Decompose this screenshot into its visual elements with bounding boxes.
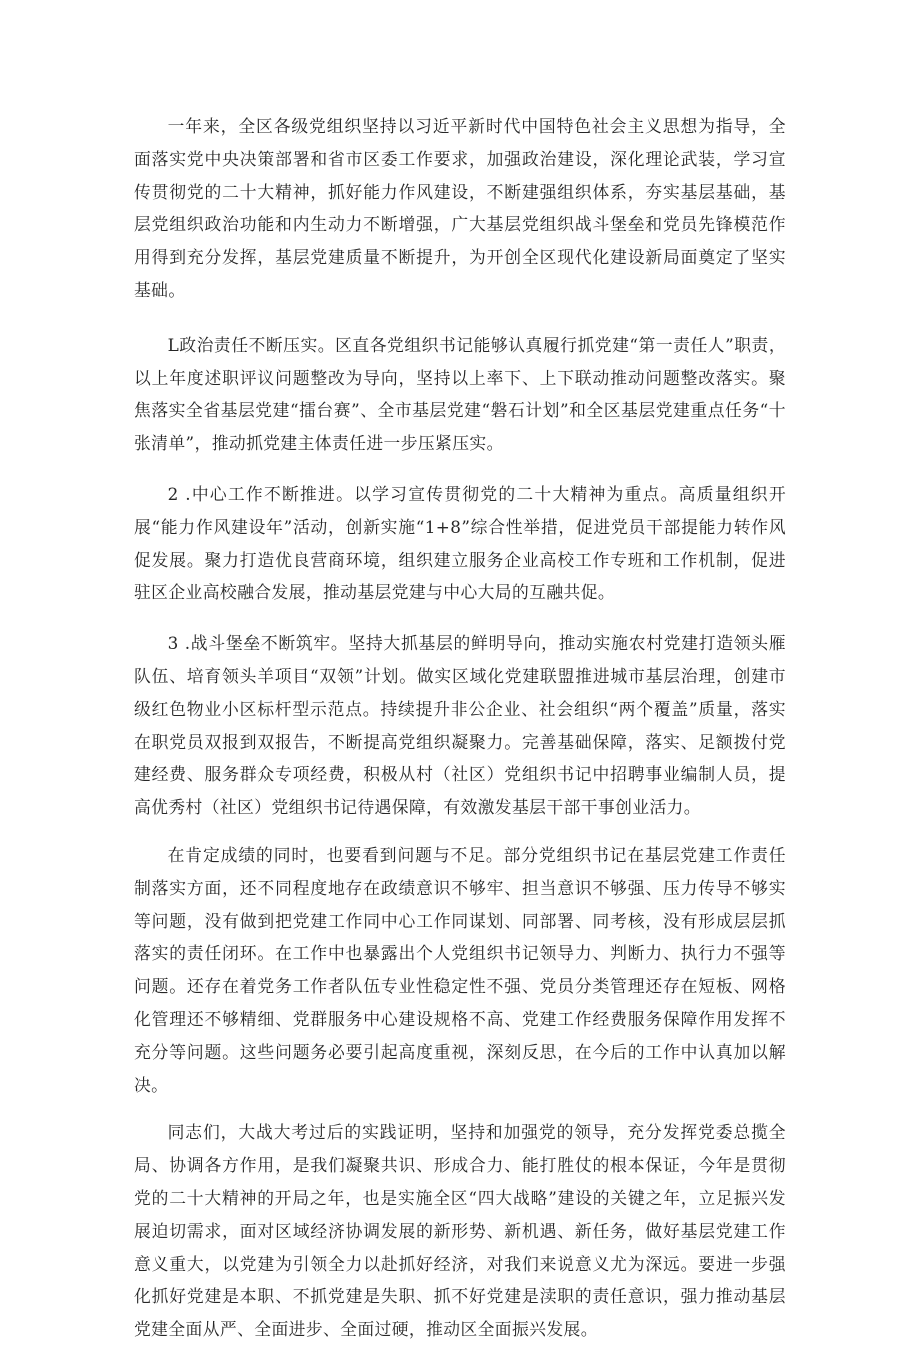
document-page bbox=[134, 110, 786, 1360]
paragraph-problems: 在肯定成绩的同时，也要看到问题与不足。部分党组织书记在基层党建工作责任制落实方面，还不同程度地存在政绩意识不够牢、担当意识不够强、压力传导不够实等问题，没有做到把党建工作同中心工作同谋划、同部署、同考核，没有形成层层抓落实的责任闭环。在工作中也暴露出个人党组织书记领导力、判断力、执行力不强等问题。还存在着党务工作者队伍专业性稳定性不强、党员分类管理还存在短板、网格化管理还不够精细、党群服务中心建设规格不高、党建工作经费服务保障作用发挥不充分等问题。这些问题务必要引起高度重视，深刻反思，在今后的工作中认真加以解决。 bbox=[134, 844, 786, 1095]
paragraph-fighting-fortress: 3 .战斗堡垒不断筑牢。坚持大抓基层的鲜明导向，推动实施农村党建打造领头雁队伍、培育领头羊项目“双领”计划。做实区域化党建联盟推进城市基层治理，创建市级红色物业小区标杆型示范点。持续提升非公企业、社会组织“两个覆盖”质量，落实在职党员双报到双报告，不断提高党组织凝聚力。完善基础保障，落实、足额拨付党建经费、服务群众专项经费，积极从村（社区）党组织书记中招聘事业编制人员，提高优秀村（社区）党组织书记待遇保障，有效激发基层干部干事创业活力。 bbox=[134, 633, 786, 818]
paragraph-political-responsibility: L政治责任不断压实。区直各党组织书记能够认真履行抓党建“第一责任人”职责，以上年度述职评议问题整改为导向，坚持以上率下、上下联动推动问题整改落实。聚焦落实全省基层党建“擂台赛”、全市基层党建“磐石计划”和全区基层党建重点任务“十张清单”，推动抓党建主体责任进一步压紧压实。 bbox=[134, 334, 786, 454]
paragraph-intro: 一年来，全区各级党组织坚持以习近平新时代中国特色社会主义思想为指导，全面落实党中央决策部署和省市区委工作要求，加强政治建设，深化理论武装，学习宣传贯彻党的二十大精神，抓好能力作风建设，不断建强组织体系，夯实基层基础，基层党组织政治功能和内生动力不断增强，广大基层党组织战斗堡垒和党员先锋模范作用得到充分发挥，基层党建质量不断提升，为开创全区现代化建设新局面奠定了坚实基础。 bbox=[134, 116, 786, 300]
paragraph-central-work: 2 .中心工作不断推进。以学习宣传贯彻党的二十大精神为重点。高质量组织开展“能力作风建设年”活动，创新实施“1+8”综合性举措，促进党员干部提能力转作风促发展。聚力打造优良营商环境，组织建立服务企业高校工作专班和工作机制，促进驻区企业高校融合发展，推动基层党建与中心大局的互融共促。 bbox=[134, 483, 786, 603]
paragraph-conclusion: 同志们，大战大考过后的实践证明，坚持和加强党的领导，充分发挥党委总揽全局、协调各方作用，是我们凝聚共识、形成合力、能打胜仗的根本保证，今年是贯彻党的二十大精神的开局之年，也是实施全区“四大战略”建设的关键之年，立足振兴发展迫切需求，面对区域经济协调发展的新形势、新机遇、新任务，做好基层党建工作意义重大，以党建为引领全力以赴抓好经济，对我们来说意义尤为深远。要进一步强化抓好党建是本职、不抓党建是失职、抓不好党建是渎职的责任意识，强力推动基层党建全面从严、全面进步、全面过硬，推动区全面振兴发展。 bbox=[134, 1122, 786, 1340]
